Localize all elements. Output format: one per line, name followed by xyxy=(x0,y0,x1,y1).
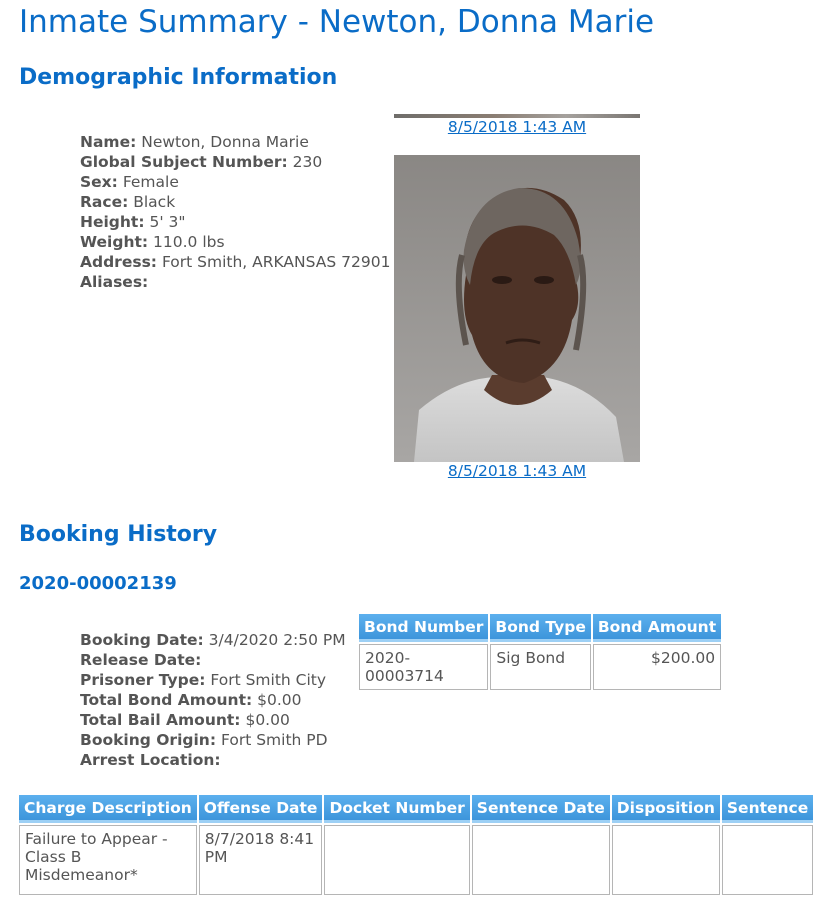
demographic-details xyxy=(80,132,390,292)
field-label: Global Subject Number: xyxy=(80,153,288,171)
photo-date-link[interactable]: 8/5/2018 1:43 AM xyxy=(447,118,587,136)
sentence-cell xyxy=(722,825,813,895)
booking-date-field xyxy=(80,630,346,650)
address-field xyxy=(80,252,390,272)
global-subject-number-field xyxy=(80,152,390,172)
column-header-bond-type[interactable]: Bond Type xyxy=(490,614,590,642)
field-value: 3/4/2020 2:50 PM xyxy=(208,631,346,649)
field-value: $0.00 xyxy=(245,711,290,729)
table-header-row xyxy=(19,795,813,823)
charge-table xyxy=(17,793,815,897)
table-row xyxy=(359,644,721,690)
sentence-date-cell xyxy=(472,825,610,895)
height-field xyxy=(80,212,390,232)
column-header-bond-number[interactable]: Bond Number xyxy=(359,614,488,642)
bond-table xyxy=(357,612,723,692)
field-label: Total Bail Amount: xyxy=(80,711,241,729)
booking-history-heading: Booking History xyxy=(19,522,218,547)
field-label: Race: xyxy=(80,193,129,211)
column-header-bond-amount[interactable]: Bond Amount xyxy=(593,614,721,642)
offense-date-cell: 8/7/2018 8:41 PM xyxy=(199,825,323,895)
column-header-offense-date[interactable]: Offense Date xyxy=(199,795,323,823)
demographic-heading: Demographic Information xyxy=(19,65,338,90)
release-date-field xyxy=(80,650,346,670)
race-field xyxy=(80,192,390,212)
field-value: Fort Smith PD xyxy=(220,731,328,749)
total-bond-amount-field xyxy=(80,690,346,710)
field-label: Arrest Location: xyxy=(80,751,221,769)
field-value: Black xyxy=(133,193,176,211)
field-label: Aliases: xyxy=(80,273,149,291)
field-value: Newton, Donna Marie xyxy=(141,133,309,151)
field-value: 110.0 lbs xyxy=(153,233,225,251)
bond-amount-cell: $200.00 xyxy=(593,644,721,690)
booking-number: 2020-00002139 xyxy=(19,573,177,594)
field-value: Fort Smith City xyxy=(210,671,327,689)
column-header-sentence[interactable]: Sentence xyxy=(722,795,813,823)
disposition-cell xyxy=(612,825,720,895)
sex-field xyxy=(80,172,390,192)
column-header-charge-description[interactable]: Charge Description xyxy=(19,795,197,823)
weight-field xyxy=(80,232,390,252)
field-label: Height: xyxy=(80,213,145,231)
field-value: $0.00 xyxy=(257,691,302,709)
docket-number-cell xyxy=(324,825,469,895)
aliases-field xyxy=(80,272,390,292)
prisoner-type-field xyxy=(80,670,346,690)
total-bail-amount-field xyxy=(80,710,346,730)
field-label: Prisoner Type: xyxy=(80,671,206,689)
field-label: Release Date: xyxy=(80,651,202,669)
bond-type-cell: Sig Bond xyxy=(490,644,590,690)
field-label: Total Bond Amount: xyxy=(80,691,253,709)
column-header-docket-number[interactable]: Docket Number xyxy=(324,795,469,823)
booking-origin-field xyxy=(80,730,346,750)
field-value: Female xyxy=(122,173,179,191)
field-label: Address: xyxy=(80,253,157,271)
table-header-row xyxy=(359,614,721,642)
field-label: Name: xyxy=(80,133,137,151)
arrest-location-field xyxy=(80,750,346,770)
field-label: Sex: xyxy=(80,173,118,191)
mugshot-photo[interactable] xyxy=(394,155,640,462)
field-value: Fort Smith, ARKANSAS 72901 xyxy=(161,253,391,271)
field-label: Booking Date: xyxy=(80,631,204,649)
field-label: Weight: xyxy=(80,233,149,251)
page-title: Inmate Summary - Newton, Donna Marie xyxy=(19,4,655,40)
field-value: 5' 3" xyxy=(149,213,186,231)
column-header-disposition[interactable]: Disposition xyxy=(612,795,720,823)
field-value: 230 xyxy=(292,153,323,171)
bond-number-cell: 2020-00003714 xyxy=(359,644,488,690)
field-label: Booking Origin: xyxy=(80,731,217,749)
photo-date-link[interactable]: 8/5/2018 1:43 AM xyxy=(447,462,587,480)
column-header-sentence-date[interactable]: Sentence Date xyxy=(472,795,610,823)
charge-description-cell: Failure to Appear - Class B Misdemeanor* xyxy=(19,825,197,895)
name-field xyxy=(80,132,390,152)
table-row xyxy=(19,825,813,895)
booking-details xyxy=(80,630,346,770)
